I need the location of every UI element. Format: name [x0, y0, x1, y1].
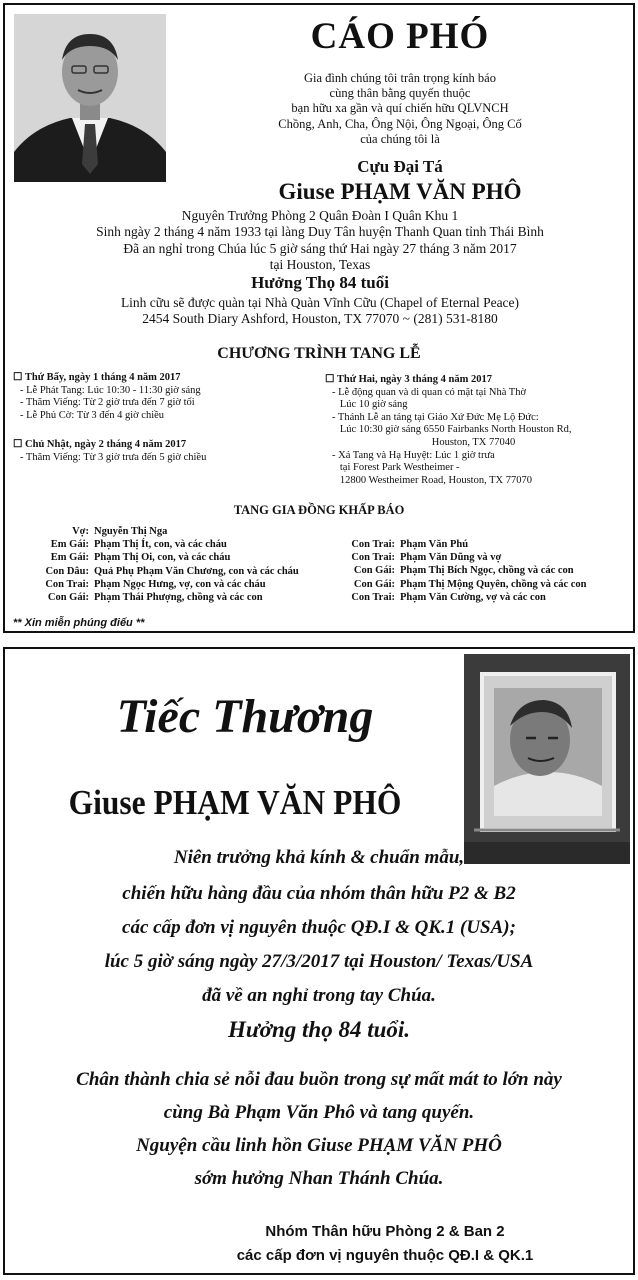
family-row [339, 591, 634, 604]
schedule-day [13, 372, 313, 422]
schedule-item: Lúc 10:30 giờ sáng 6550 Fairbanks North Houston Rd, [332, 424, 572, 436]
obituary-notice [3, 3, 635, 633]
schedule-item: Lúc 10 giờ sáng [332, 399, 408, 411]
family-name: Phạm Thị Oi, con, và các cháu [94, 552, 231, 564]
funeral-line: 2454 South Diary Ashford, Houston, TX 77070 ~ (281) 531-8180 [142, 311, 498, 327]
family-row [41, 578, 341, 591]
schedule-item: Houston, TX 77040 [332, 436, 516, 448]
family-name: Quả Phụ Phạm Văn Chương, con và các cháu [94, 565, 299, 577]
family-name: Phạm Thị Mộng Quyên, chồng và các con [400, 578, 587, 590]
intro-line: Chồng, Anh, Cha, Ông Nội, Ông Ngoại, Ông Cố [278, 116, 522, 131]
schedule-item: - Lễ Phát Tang: Lúc 10:30 - 11:30 giờ sáng [20, 384, 201, 396]
family-row [339, 538, 634, 551]
verse-line: Chân thành chia sẻ nỗi đau buồn trong sự mất mát to lớn này [76, 1069, 562, 1090]
checkbox-icon: ☐ [13, 372, 25, 383]
family-row [41, 591, 341, 604]
obituary-title: CÁO PHÓ [310, 16, 490, 57]
schedule-item: - Lễ Phủ Cờ: Từ 3 đến 4 giờ chiều [20, 409, 165, 421]
family-relation: Con Trai: [351, 552, 395, 564]
funeral-home [45, 295, 595, 328]
intro-line: của chúng tôi là [360, 131, 440, 146]
bio-line: tại Houston, Texas [269, 257, 371, 273]
schedule-item: 12800 Westheimer Road, Houston, TX 77070 [332, 474, 533, 486]
family-list-left [41, 525, 341, 604]
bio-line: Sinh ngày 2 tháng 4 năm 1933 tại làng Duy Tân huyện Thanh Quan tỉnh Thái Bình [96, 224, 544, 240]
family-list-right [339, 538, 634, 604]
family-relation: Vợ: [72, 526, 89, 537]
family-name: Phạm Văn Dũng và vợ [400, 552, 502, 564]
family-name: Phạm Văn Phú [400, 539, 469, 550]
schedule-day [13, 439, 313, 464]
family-name: Phạm Thị Bích Ngọc, chồng và các con [400, 565, 574, 577]
verse-age-line: Hưởng thọ 84 tuổi. [227, 1017, 411, 1042]
verse-line: đã về an nghỉ trong tay Chúa. [202, 985, 436, 1006]
bio-line: Đã an nghỉ trong Chúa lúc 5 giờ sáng thứ Hai ngày 27 tháng 3 năm 2017 [123, 240, 517, 256]
intro-line: Gia đình chúng tôi trân trọng kính báo [304, 71, 496, 85]
age-heading: Hưởng Thọ 84 tuổi [251, 273, 389, 292]
family-row [339, 578, 634, 591]
schedule-item: - Thánh Lễ an táng tại Giáo Xứ Đức Mẹ Lộ Đức: [332, 411, 539, 423]
verse-line: Nguyện cầu linh hồn Giuse PHẠM VĂN PHÔ [136, 1135, 502, 1156]
family-name: Phạm Ngọc Hưng, vợ, con và các cháu [94, 578, 266, 590]
schedule-item: tại Forest Park Westheimer - [332, 462, 460, 474]
schedule-day-heading: ☐ Thứ Hai, ngày 3 tháng 4 năm 2017 [325, 374, 492, 385]
program-title: CHƯƠNG TRÌNH TANG LỄ [217, 345, 421, 362]
deceased-rank: Cựu Đại Tá [357, 157, 443, 176]
verse-line: Niên trưởng khả kính & chuẩn mẫu, [173, 847, 465, 868]
family-relation: Con Gái: [353, 565, 395, 577]
schedule-item: - Xả Tang và Hạ Huyệt: Lúc 1 giờ trưa [332, 449, 495, 461]
family-name: Phạm Văn Cường, vợ và các con [400, 591, 546, 603]
schedule-day-heading: ☐ Thứ Bẩy, ngày 1 tháng 4 năm 2017 [13, 372, 181, 383]
checkbox-icon: ☐ [325, 374, 337, 385]
schedule-day [325, 374, 625, 487]
schedule-day-heading: ☐ Chủ Nhật, ngày 2 tháng 4 năm 2017 [13, 439, 187, 450]
intro-line: bạn hữu xa gần và quí chiến hữu QLVNCH [291, 101, 509, 116]
checkbox-icon: ☐ [13, 439, 26, 450]
verse-line: chiến hữu hàng đầu của nhóm thân hữu P2 & B2 [122, 883, 516, 904]
family-row [41, 551, 341, 564]
deceased-name-large: Giuse PHẠM VĂN PHÔ [68, 783, 402, 822]
family-name: Phạm Thái Phượng, chồng và các con [94, 592, 263, 604]
family-relation: Con Trai: [45, 578, 89, 590]
no-flowers-note: ** Xin miễn phúng điếu ** [13, 617, 145, 629]
announcement-title: TANG GIA ĐỒNG KHẤP BÁO [233, 503, 405, 517]
verse-line: lúc 5 giờ sáng ngày 27/3/2017 tại Houston/ Texas/USA [104, 951, 534, 972]
condolence-notice [3, 647, 635, 1275]
verse-line: cùng Bà Phạm Văn Phô và tang quyến. [163, 1102, 475, 1123]
portrait-photo [14, 14, 166, 182]
signature-line: Nhóm Thân hữu Phòng 2 & Ban 2 [265, 1223, 505, 1240]
schedule-item: - Thăm Viếng: Từ 2 giờ trưa đến 7 giờ tối [20, 397, 195, 409]
family-row [339, 551, 634, 564]
deceased-name: Giuse PHẠM VĂN PHÔ [278, 179, 522, 204]
intro-line: cùng thân bằng quyến thuộc [329, 86, 471, 101]
family-row [41, 525, 341, 538]
family-relation: Em Gái: [50, 539, 89, 551]
condolence-title: Tiếc Thương [116, 690, 374, 743]
family-name: Phạm Thị Ít, con, và các cháu [94, 539, 227, 551]
biography [45, 208, 595, 274]
family-row [41, 538, 341, 551]
verse-line: sớm hưởng Nhan Thánh Chúa. [194, 1168, 444, 1189]
family-relation: Em Gái: [50, 552, 89, 564]
family-row [339, 564, 634, 577]
signature-line: các cấp đơn vị nguyên thuộc QĐ.I & QK.1 [236, 1247, 534, 1264]
family-relation: Con Trai: [351, 591, 395, 603]
framed-portrait-photo [464, 654, 630, 864]
schedule-item: - Thăm Viếng: Từ 3 giờ trưa đến 5 giờ chiều [20, 451, 207, 463]
family-relation: Con Gái: [353, 578, 395, 590]
bio-line: Nguyên Trưởng Phòng 2 Quân Đoàn I Quân Khu 1 [181, 208, 459, 223]
family-relation: Con Dâu: [45, 565, 89, 577]
verse-line: các cấp đơn vị nguyên thuộc QĐ.I & QK.1 (USA); [122, 917, 516, 938]
family-row [41, 565, 341, 578]
family-relation: Con Gái: [47, 592, 89, 604]
funeral-line: Linh cữu sẽ được quàn tại Nhà Quàn Vĩnh Cữu (Chapel of Eternal Peace) [120, 295, 520, 310]
schedule-item: - Lễ động quan và di quan có mặt tại Nhà Thờ [332, 386, 527, 398]
family-relation: Con Trai: [351, 539, 395, 550]
intro-text [170, 71, 630, 147]
family-name: Nguyễn Thị Nga [94, 526, 168, 537]
